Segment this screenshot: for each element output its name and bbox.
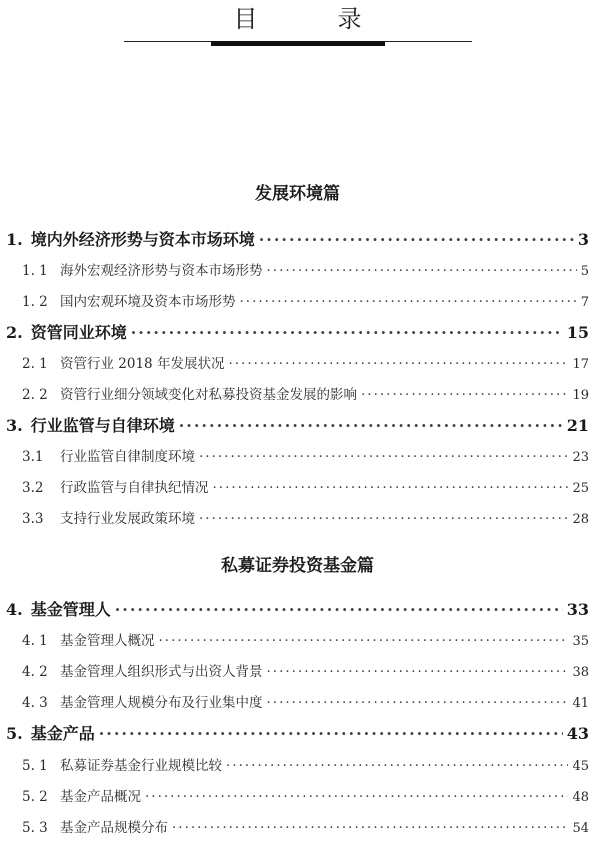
toc-subsection[interactable] xyxy=(22,478,589,499)
subsection-title: 基金产品规模分布 xyxy=(60,820,168,836)
page-number: 7 xyxy=(580,295,589,310)
page-number: 45 xyxy=(572,759,589,774)
leader-dots xyxy=(259,230,574,250)
leader-dots xyxy=(226,756,568,776)
subsection-title: 基金管理人概况 xyxy=(60,633,155,649)
toc-subsection[interactable] xyxy=(22,385,589,406)
leader-dots xyxy=(199,447,568,467)
toc-subsection[interactable] xyxy=(22,693,589,714)
toc-chapter[interactable] xyxy=(6,416,589,436)
chapter-title: 基金产品 xyxy=(30,724,95,743)
toc-subsection[interactable] xyxy=(22,292,589,313)
section-heading: 发展环境篇 xyxy=(255,184,340,204)
subsection-title: 行政监管与自律执纪情况 xyxy=(60,480,209,496)
subsection-number: 3.3 xyxy=(22,511,44,527)
page-number: 35 xyxy=(572,634,589,649)
page-number: 33 xyxy=(566,600,589,619)
subsection-title: 支持行业发展政策环境 xyxy=(60,511,195,527)
page-number: 23 xyxy=(572,450,589,465)
leader-dots xyxy=(267,261,577,281)
page-number: 17 xyxy=(572,357,589,372)
toc-subsection[interactable] xyxy=(22,818,589,839)
subsection-number: 4. 2 xyxy=(22,664,48,680)
subsection-number: 2. 2 xyxy=(22,387,48,403)
leader-dots xyxy=(267,693,569,713)
page-number: 5 xyxy=(580,264,589,279)
subsection-title: 海外宏观经济形势与资本市场形势 xyxy=(60,263,263,279)
toc-chapter[interactable] xyxy=(6,724,589,744)
leader-dots xyxy=(228,354,568,374)
toc-subsection[interactable] xyxy=(22,787,589,808)
leader-dots xyxy=(267,662,569,682)
leader-dots xyxy=(199,509,568,529)
toc-subsection[interactable] xyxy=(22,261,589,282)
chapter-number: 4. xyxy=(6,600,23,619)
page-number: 25 xyxy=(572,481,589,496)
subsection-number: 5. 1 xyxy=(22,758,48,774)
leader-dots xyxy=(145,787,568,807)
toc-subsection[interactable] xyxy=(22,509,589,530)
page-number: 41 xyxy=(572,696,589,711)
subsection-number: 2. 1 xyxy=(22,356,48,372)
leader-dots xyxy=(179,416,563,436)
title-underline-bar xyxy=(211,41,385,46)
chapter-title: 基金管理人 xyxy=(30,600,111,619)
page-number: 43 xyxy=(566,724,589,743)
subsection-title: 国内宏观环境及资本市场形势 xyxy=(60,294,236,310)
toc-subsection[interactable] xyxy=(22,447,589,468)
subsection-title: 基金产品概况 xyxy=(60,789,141,805)
leader-dots xyxy=(131,323,563,343)
chapter-number: 2. xyxy=(6,323,23,342)
subsection-title: 基金管理人规模分布及行业集中度 xyxy=(60,695,263,711)
subsection-number: 1. 2 xyxy=(22,294,48,310)
toc-subsection[interactable] xyxy=(22,631,589,652)
page-number: 28 xyxy=(572,512,589,527)
page-number: 3 xyxy=(577,230,589,249)
toc-chapter[interactable] xyxy=(6,600,589,620)
leader-dots xyxy=(172,818,568,838)
chapter-number: 5. xyxy=(6,724,23,743)
page-number: 19 xyxy=(572,388,589,403)
subsection-number: 5. 2 xyxy=(22,789,48,805)
chapter-title: 境内外经济形势与资本市场环境 xyxy=(30,230,255,249)
subsection-number: 3.2 xyxy=(22,480,44,496)
subsection-title: 基金管理人组织形式与出资人背景 xyxy=(60,664,263,680)
toc-subsection[interactable] xyxy=(22,662,589,683)
subsection-number: 4. 1 xyxy=(22,633,48,649)
page-number: 48 xyxy=(572,790,589,805)
page-title: 目 录 xyxy=(233,5,390,33)
subsection-number: 4. 3 xyxy=(22,695,48,711)
leader-dots xyxy=(159,631,569,651)
page-number: 54 xyxy=(572,821,589,836)
leader-dots xyxy=(115,600,563,620)
leader-dots xyxy=(361,385,568,405)
subsection-title: 私募证券基金行业规模比较 xyxy=(60,758,222,774)
toc-subsection[interactable] xyxy=(22,756,589,777)
chapter-title: 资管同业环境 xyxy=(30,323,127,342)
subsection-number: 3.1 xyxy=(22,449,44,465)
subsection-title: 资管行业 2018 年发展状况 xyxy=(60,356,225,372)
page-number: 38 xyxy=(572,665,589,680)
page-number: 21 xyxy=(566,416,589,435)
page-number: 15 xyxy=(566,323,589,342)
chapter-title: 行业监管与自律环境 xyxy=(30,416,175,435)
section-heading: 私募证券投资基金篇 xyxy=(221,556,374,576)
leader-dots xyxy=(240,292,577,312)
toc-chapter[interactable] xyxy=(6,230,589,250)
toc-subsection[interactable] xyxy=(22,354,589,375)
subsection-title: 行业监管自律制度环境 xyxy=(60,449,195,465)
leader-dots xyxy=(213,478,569,498)
subsection-number: 5. 3 xyxy=(22,820,48,836)
subsection-number: 1. 1 xyxy=(22,263,48,279)
chapter-number: 3. xyxy=(6,416,23,435)
leader-dots xyxy=(99,724,563,744)
subsection-title: 资管行业细分领域变化对私募投资基金发展的影响 xyxy=(60,387,357,403)
chapter-number: 1. xyxy=(6,230,23,249)
toc-chapter[interactable] xyxy=(6,323,589,343)
